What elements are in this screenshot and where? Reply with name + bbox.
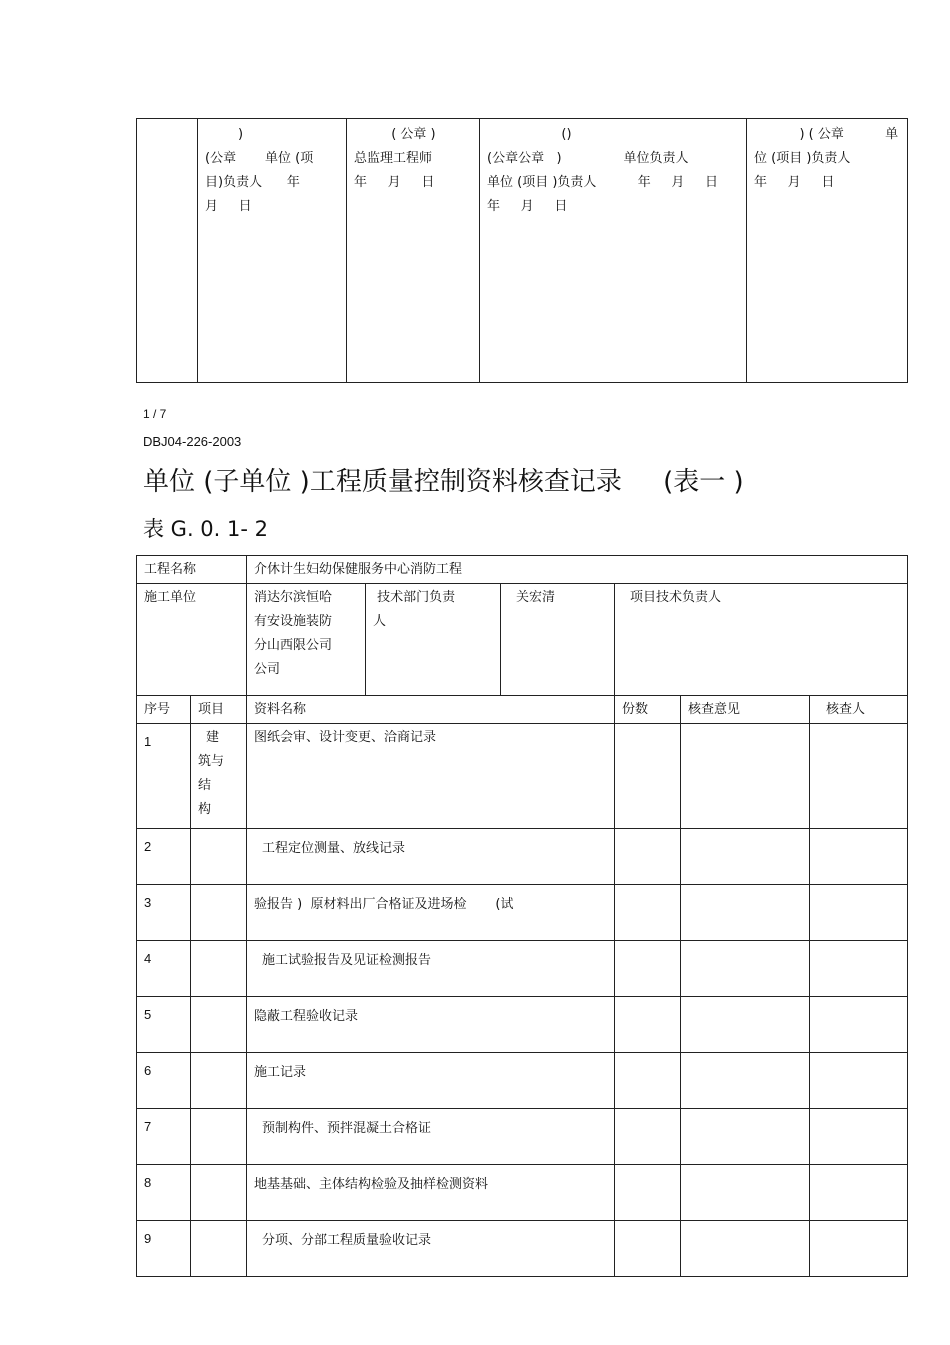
row-opinion bbox=[681, 724, 810, 829]
row-seq: 7 bbox=[137, 1109, 191, 1165]
row-copies bbox=[615, 1165, 681, 1221]
row-copies bbox=[615, 1053, 681, 1109]
signature-line: 月 日 bbox=[205, 199, 252, 214]
row-doc: 施工记录 bbox=[247, 1053, 615, 1109]
header-copies: 份数 bbox=[615, 696, 681, 724]
signature-line: (公章 单位 (项 bbox=[205, 151, 314, 166]
signature-line: 总监理工程师 bbox=[354, 151, 433, 166]
item-category-line: 筑与 bbox=[198, 754, 225, 769]
row-item bbox=[191, 1221, 247, 1277]
item-category bbox=[191, 724, 247, 829]
item-category-line: 构 bbox=[198, 802, 212, 817]
row-seq: 5 bbox=[137, 997, 191, 1053]
row-copies bbox=[615, 829, 681, 885]
header-seq: 序号 bbox=[137, 696, 191, 724]
signature-table bbox=[136, 118, 908, 383]
row-doc: 地基基础、主体结构检验及抽样检测资料 bbox=[247, 1165, 615, 1221]
row-copies bbox=[615, 724, 681, 829]
signature-line: ( 公章 ) bbox=[354, 127, 436, 142]
construction-unit-line: 有安设施装防 bbox=[254, 614, 333, 629]
construction-unit-line: 公司 bbox=[254, 662, 281, 677]
signature-line: 年 月 日 bbox=[354, 175, 435, 190]
row-opinion bbox=[681, 1053, 810, 1109]
signature-cell-3 bbox=[480, 119, 747, 383]
page-title: 单位 (子单位 )工程质量控制资料核查记录 (表一 ) bbox=[143, 467, 744, 497]
construction-unit-line: 分山西限公司 bbox=[254, 638, 333, 653]
table-code: 表 G. 0. 1- 2 bbox=[143, 517, 268, 541]
row-opinion bbox=[681, 997, 810, 1053]
row-item bbox=[191, 1165, 247, 1221]
row-opinion bbox=[681, 1221, 810, 1277]
row-opinion bbox=[681, 829, 810, 885]
row-doc: 预制构件、预拌混凝土合格证 bbox=[247, 1109, 615, 1165]
signature-line: 年 月 日 bbox=[487, 199, 568, 214]
row-seq: 3 bbox=[137, 885, 191, 941]
row-checker bbox=[810, 724, 908, 829]
project-name-label: 工程名称 bbox=[137, 556, 247, 584]
row-checker bbox=[810, 829, 908, 885]
signature-blank-cell bbox=[137, 119, 198, 383]
row-seq: 6 bbox=[137, 1053, 191, 1109]
row-checker bbox=[810, 997, 908, 1053]
construction-unit-value bbox=[247, 584, 366, 696]
row-opinion bbox=[681, 1165, 810, 1221]
row-item bbox=[191, 1109, 247, 1165]
signature-cell-1 bbox=[198, 119, 347, 383]
tech-dept-label bbox=[366, 584, 501, 696]
row-copies bbox=[615, 1109, 681, 1165]
signature-cell-2 bbox=[347, 119, 480, 383]
row-item bbox=[191, 885, 247, 941]
signature-line: 位 (项目 )负责人 bbox=[754, 151, 851, 166]
row-copies bbox=[615, 1221, 681, 1277]
signature-line: ) ( 公章 单 bbox=[754, 127, 899, 142]
row-checker bbox=[810, 941, 908, 997]
row-doc: 隐蔽工程验收记录 bbox=[247, 997, 615, 1053]
row-seq: 2 bbox=[137, 829, 191, 885]
row-opinion bbox=[681, 1109, 810, 1165]
tech-dept-label-line: 人 bbox=[373, 614, 387, 629]
row-opinion bbox=[681, 885, 810, 941]
row-item bbox=[191, 829, 247, 885]
row-checker bbox=[810, 1109, 908, 1165]
row-seq: 8 bbox=[137, 1165, 191, 1221]
row-item bbox=[191, 941, 247, 997]
row-copies bbox=[615, 941, 681, 997]
project-name-value: 介休计生妇幼保健服务中心消防工程 bbox=[247, 556, 908, 584]
page-number: 1 / 7 bbox=[143, 407, 167, 421]
signature-line: () bbox=[487, 127, 572, 142]
item-category-line: 结 bbox=[198, 778, 212, 793]
signature-line: 年 月 日 bbox=[754, 175, 835, 190]
header-opinion: 核查意见 bbox=[681, 696, 810, 724]
row-doc: 施工试验报告及见证检测报告 bbox=[247, 941, 615, 997]
project-tech-label: 项目技术负责人 bbox=[615, 584, 908, 696]
row-seq: 4 bbox=[137, 941, 191, 997]
header-doc-name: 资料名称 bbox=[247, 696, 615, 724]
row-item bbox=[191, 1053, 247, 1109]
row-checker bbox=[810, 1221, 908, 1277]
row-item bbox=[191, 997, 247, 1053]
signature-line: ) bbox=[205, 127, 244, 142]
standard-code: DBJ04-226-2003 bbox=[143, 434, 242, 449]
row-checker bbox=[810, 885, 908, 941]
row-seq: 1 bbox=[137, 724, 191, 829]
row-doc: 工程定位测量、放线记录 bbox=[247, 829, 615, 885]
signature-line: (公章公章 ) 单位负责人 bbox=[487, 151, 689, 166]
check-record-table bbox=[136, 555, 908, 1277]
header-item: 项目 bbox=[191, 696, 247, 724]
item-category-line: 建 bbox=[206, 730, 220, 745]
signature-line: 目)负责人 年 bbox=[205, 175, 300, 190]
row-seq: 9 bbox=[137, 1221, 191, 1277]
signature-line: 单位 (项目 )负责人 年 月 日 bbox=[487, 175, 719, 190]
row-checker bbox=[810, 1053, 908, 1109]
row-copies bbox=[615, 885, 681, 941]
row-copies bbox=[615, 997, 681, 1053]
construction-unit-label: 施工单位 bbox=[137, 584, 247, 696]
header-checker: 核查人 bbox=[810, 696, 908, 724]
row-doc: 验报告 ) 原材料出厂合格证及进场检 (试 bbox=[247, 885, 615, 941]
tech-dept-person: 关宏清 bbox=[501, 584, 615, 696]
row-doc: 分项、分部工程质量验收记录 bbox=[247, 1221, 615, 1277]
row-checker bbox=[810, 1165, 908, 1221]
tech-dept-label-line: 技术部门负责 bbox=[373, 590, 456, 605]
signature-cell-4 bbox=[747, 119, 908, 383]
row-opinion bbox=[681, 941, 810, 997]
row-doc: 图纸会审、设计变更、洽商记录 bbox=[247, 724, 615, 829]
construction-unit-line: 消达尔滨恒哈 bbox=[254, 590, 333, 605]
